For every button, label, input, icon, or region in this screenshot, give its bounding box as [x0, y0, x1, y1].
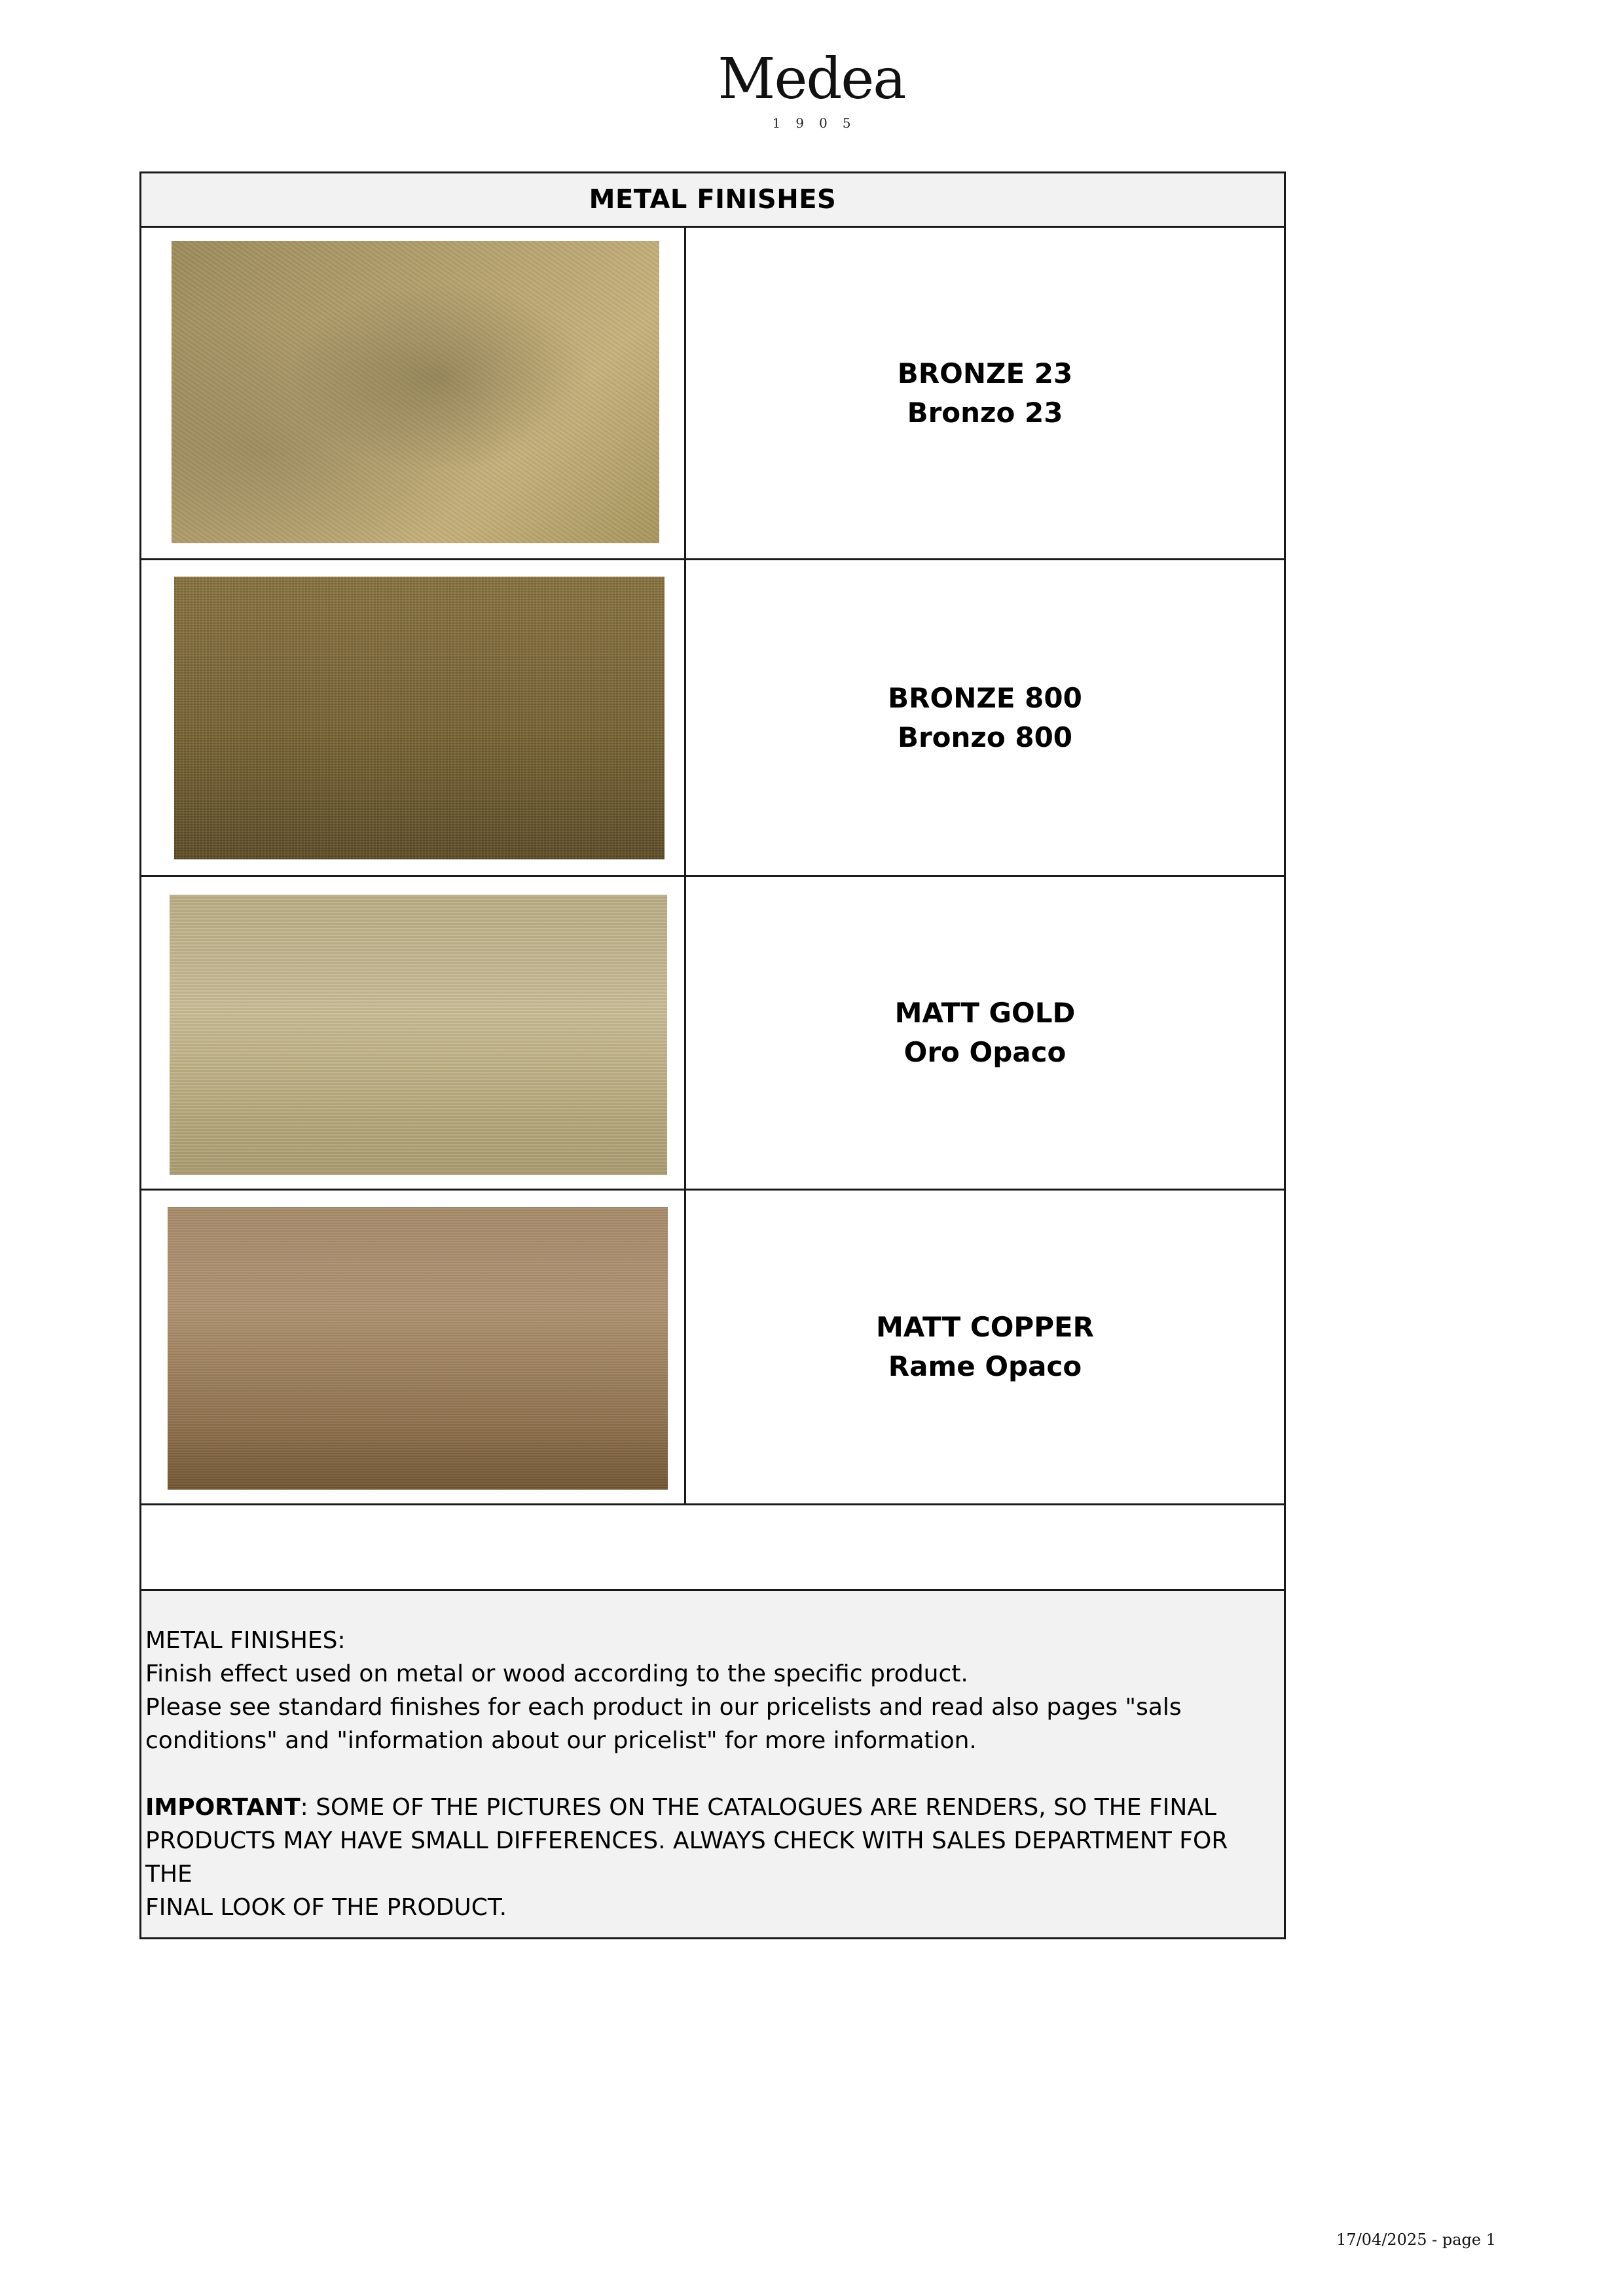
brand-year: 1905	[772, 115, 866, 131]
finish-row-bronze-800	[141, 560, 1284, 877]
notes-line: conditions" and "information about our pricelist" for more information.	[145, 1727, 977, 1754]
finish-name-it: Bronzo 800	[897, 721, 1073, 753]
swatch-cell	[141, 1191, 686, 1503]
finish-row-matt-gold	[141, 877, 1284, 1191]
finish-name-it: Bronzo 23	[907, 396, 1063, 429]
finish-name-it: Rame Opaco	[888, 1350, 1082, 1382]
notes-section	[141, 1591, 1284, 1937]
matt-copper-swatch-image	[168, 1207, 668, 1490]
bronze-800-swatch-image	[174, 577, 665, 859]
finish-name-en: MATT GOLD	[894, 997, 1076, 1029]
spacer	[145, 1757, 1280, 1791]
page-footer: 17/04/2025 - page 1	[1336, 2231, 1496, 2249]
important-text-line: PRODUCTS MAY HAVE SMALL DIFFERENCES. ALWAYS CHECK WITH SALES DEPARTMENT FOR THE	[145, 1827, 1228, 1888]
notes-line: Please see standard finishes for each product in our pricelists and read also pages "sals	[145, 1694, 1182, 1721]
important-text: : SOME OF THE PICTURES ON THE CATALOGUES ARE RENDERS, SO THE FINAL	[300, 1794, 1216, 1821]
finish-name-en: MATT COPPER	[875, 1311, 1095, 1343]
brand-logo	[0, 46, 1623, 131]
matt-gold-swatch-image	[170, 895, 667, 1175]
important-notice	[145, 1791, 1280, 1824]
empty-row	[141, 1505, 1284, 1591]
important-text-line: FINAL LOOK OF THE PRODUCT.	[145, 1894, 507, 1921]
notes-heading: METAL FINISHES:	[145, 1627, 346, 1654]
finish-row-bronze-23	[141, 228, 1284, 560]
table-title: METAL FINISHES	[141, 173, 1284, 228]
brand-name: Medea	[718, 46, 905, 112]
finish-label-cell	[686, 228, 1284, 558]
finish-label-cell	[686, 877, 1284, 1189]
swatch-cell	[141, 877, 686, 1189]
finish-name-en: BRONZE 23	[897, 357, 1073, 389]
finish-name-en: BRONZE 800	[888, 681, 1082, 714]
finish-name-it: Oro Opaco	[903, 1036, 1067, 1068]
bronze-23-swatch-image	[172, 241, 659, 543]
finish-label-cell	[686, 560, 1284, 875]
finishes-table	[139, 171, 1286, 1939]
notes-line: Finish effect used on metal or wood according to the specific product.	[145, 1660, 968, 1687]
swatch-cell	[141, 228, 686, 558]
finish-row-matt-copper	[141, 1191, 1284, 1505]
important-label: IMPORTANT	[145, 1794, 301, 1821]
swatch-cell	[141, 560, 686, 875]
finish-label-cell	[686, 1191, 1284, 1503]
